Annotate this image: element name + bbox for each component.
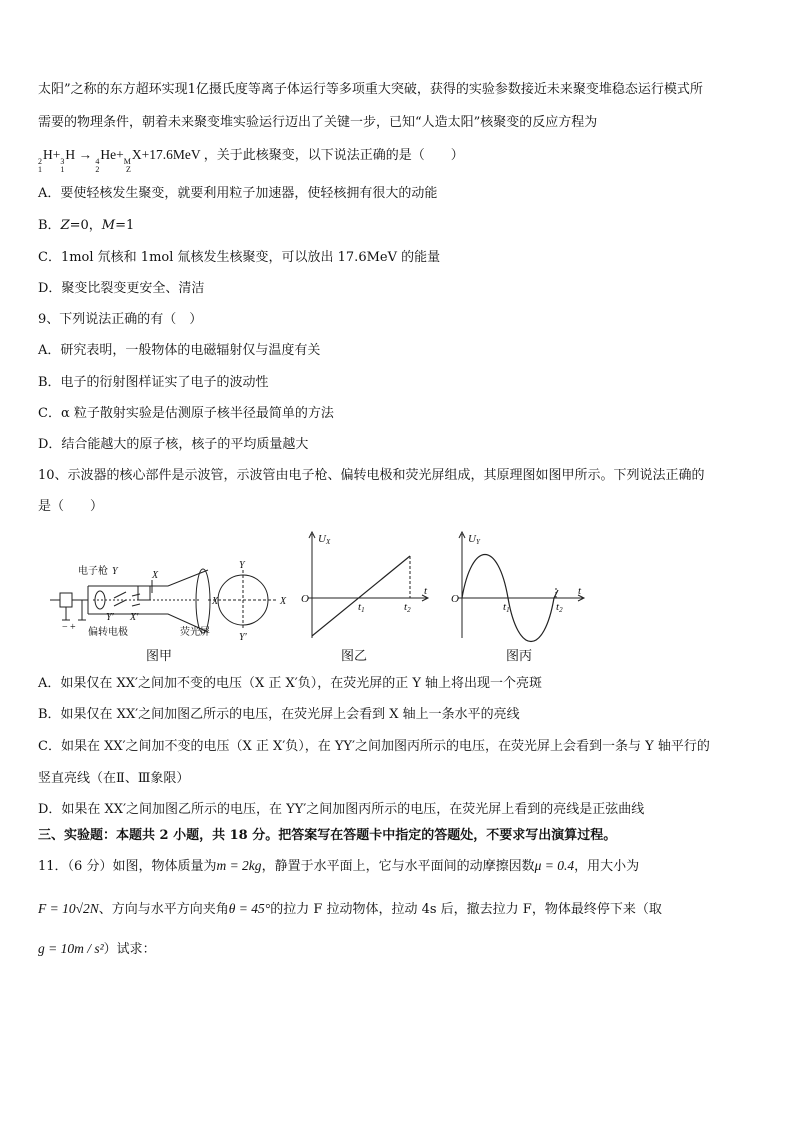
fusion-equation: 2 1 H+ 3 1 H → 4 2 He+ M Z X+17.6MeV [38, 147, 201, 174]
figure-jia-oscilloscope-tube [48, 560, 298, 642]
svg-text:X: X [152, 570, 159, 581]
q8-option-d: D．聚变比裂变更安全、清洁 [38, 281, 205, 296]
svg-text:Y′: Y′ [106, 612, 114, 623]
svg-text:t: t [578, 585, 582, 597]
q11-theta: θ = 45° [228, 901, 271, 916]
svg-text:X′: X′ [130, 612, 139, 623]
q9-stem: 9、下列说法正确的有（ ） [38, 312, 203, 327]
q9-option-b: B．电子的衍射图样证实了电子的波动性 [38, 375, 269, 390]
figure-yi-ux-graph [300, 528, 435, 643]
q8-option-a: A．要使轻核发生聚变，就要利用粒子加速器，使轻核拥有很大的动能 [38, 186, 438, 201]
svg-text:Y: Y [112, 566, 118, 577]
fusion-equation-line [38, 147, 464, 174]
label-electron-gun: 电子枪 [78, 566, 108, 577]
svg-text:O: O [301, 593, 309, 605]
q10-stem-line-1: 10、示波器的核心部件是示波管，示波管由电子枪、偏转电极和荧光屏组成，其原理图如图甲所示。下列说法正确的 [38, 468, 705, 483]
label-deflection-electrodes: 偏转电极 [88, 627, 128, 638]
q10-option-c-line-2: 竖直亮线（在Ⅱ、Ⅲ象限） [38, 771, 190, 786]
svg-text:t1: t1 [503, 601, 510, 614]
svg-text:O: O [451, 593, 459, 605]
yi-ramp-line [312, 556, 410, 636]
q11-line-1: 11．（6 分）如图，物体质量为m = 2kg，静置于水平面上，它与水平面间的动摩擦因数μ = 0.4，用大小为 [38, 858, 640, 874]
q11-force: F = 10√2N [38, 901, 99, 916]
screen-side [196, 569, 210, 633]
q11-line-3: g = 10m / s²）试求： [38, 941, 156, 957]
figure-jia-caption: 图甲 [146, 649, 173, 664]
label-fluorescent-screen: 荧光屏 [180, 627, 210, 638]
figure-bing-caption: 图丙 [506, 649, 533, 664]
intro-line-2: 需要的物理条件，朝着未来聚变堆实验运行迈出了关键一步，已知“人造太阳”核聚变的反应方程为 [38, 115, 598, 130]
svg-text:X: X [280, 596, 287, 607]
q10-option-b: B．如果仅在 XX′之间加图乙所示的电压，在荧光屏上会看到 X 轴上一条水平的亮线 [38, 707, 520, 722]
q10-option-a: A．如果仅在 XX′之间加不变的电压（X 正 X′负），在荧光屏的正 Y 轴上将出现一个亮斑 [38, 676, 543, 691]
q11-mu: μ = 0.4 [534, 858, 575, 873]
q11-gravity: g = 10m / s² [38, 941, 104, 956]
q11-line-2: F = 10√2N、方向与水平方向夹角θ = 45°的拉力 F 拉动物体，拉动 4s 后，撤去拉力 F，物体最终停下来（取 [38, 901, 662, 917]
q9-option-a: A．研究表明，一般物体的电磁辐射仅与温度有关 [38, 343, 321, 358]
svg-text:UY: UY [468, 533, 480, 546]
svg-text:X: X [212, 596, 219, 607]
q11-mass: m = 2kg [216, 858, 262, 873]
svg-text:t: t [424, 585, 428, 597]
svg-text:−: − [62, 622, 68, 633]
gun-box [60, 593, 72, 607]
svg-text:t2: t2 [404, 601, 411, 614]
svg-text:Y′: Y′ [239, 632, 247, 642]
q10-option-d: D．如果在 XX′之间加图乙所示的电压，在 YY′之间加图丙所示的电压，在荧光屏上看到的亮线是正弦曲线 [38, 802, 645, 817]
svg-text:+: + [70, 622, 76, 633]
q9-option-c: C．α 粒子散射实验是估测原子核半径最简单的方法 [38, 406, 334, 421]
q8-option-b: B．Z=0，M=1 [38, 218, 135, 233]
section-3-heading: 三、实验题：本题共 2 小题，共 18 分。把答案写在答题卡中指定的答题处，不要求写出演算过程。 [38, 828, 617, 843]
svg-text:t2: t2 [556, 601, 563, 614]
q8-option-c: C．1mol 氘核和 1mol 氚核发生核聚变，可以放出 17.6MeV 的能量 [38, 250, 441, 265]
q10-stem-line-2: 是（ ） [38, 499, 104, 514]
svg-text:UX: UX [318, 533, 331, 546]
q10-option-c-line-1: C．如果在 XX′之间加不变的电压（X 正 X′负），在 YY′之间加图丙所示的电压，在荧光屏上会看到一条与 Y 轴平行的 [38, 739, 710, 754]
figure-yi-caption: 图乙 [341, 649, 368, 664]
svg-text:Y: Y [239, 560, 245, 571]
intro-line-1: 太阳”之称的东方超环实现1亿摄氏度等离子体运行等多项重大突破，获得的实验参数接近未来聚变堆稳态运行模式所 [38, 82, 703, 97]
q9-option-d: D．结合能越大的原子核，核子的平均质量越大 [38, 437, 309, 452]
figure-bing-uy-graph [450, 528, 590, 643]
intro-line-3-tail: ，关于此核聚变，以下说法正确的是（ ） [203, 148, 464, 163]
svg-text:t1: t1 [358, 601, 365, 614]
